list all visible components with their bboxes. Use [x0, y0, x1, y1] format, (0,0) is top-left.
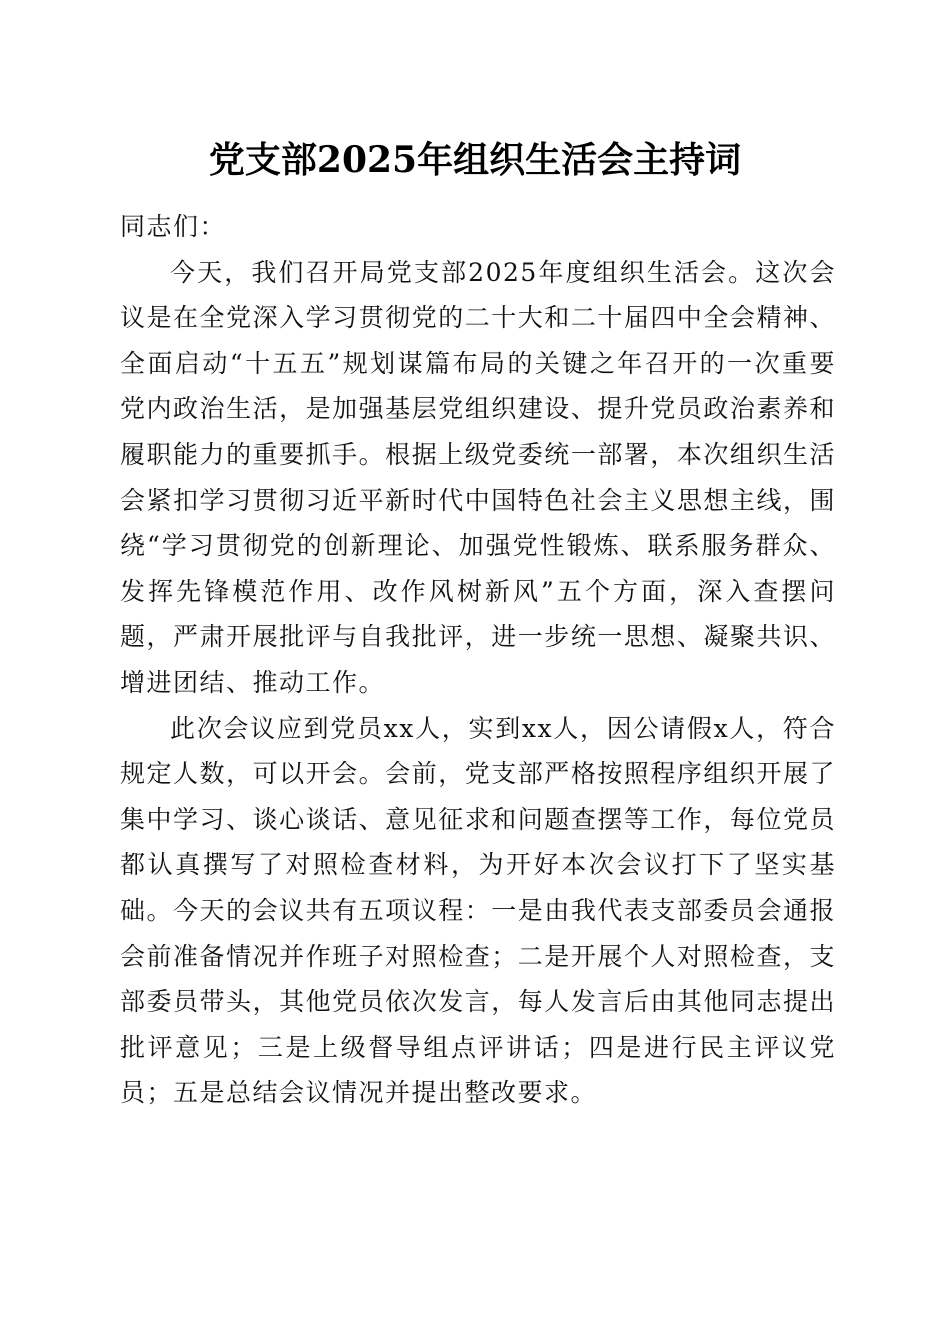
salutation: 同志们：	[120, 212, 227, 241]
document-title: 党支部2025年组织生活会主持词	[208, 139, 742, 181]
document-body	[120, 204, 836, 1116]
paragraph-opening: 今天，我们召开局党支部2025年度组织生活会。这次会议是在全党深入学习贯彻党的二十大和二十届四中全会精神、全面启动“十五五”规划谋篇布局的关键之年召开的一次重要党内政治生活，是加强基层党组织建设、提升党员政治素养和履职能力的重要抓手。根据上级党委统一部署，本次组织生活会紧扣学习贯彻习近平新时代中国特色社会主义思想主线，围绕“学习贯彻党的创新理论、加强党性锻炼、联系服务群众、发挥先锋模范作用、改作风树新风”五个方面，深入查摆问题，严肃开展批评与自我批评，进一步统一思想、凝聚共识、增进团结、推动工作。	[120, 257, 836, 697]
paragraph-agenda: 此次会议应到党员xx人，实到xx人，因公请假x人，符合规定人数，可以开会。会前，党支部严格按照程序组织开展了集中学习、谈心谈话、意见征求和问题查摆等工作，每位党员都认真撰写了对照检查材料，为开好本次会议打下了坚实基础。今天的会议共有五项议程：一是由我代表支部委员会通报会前准备情况并作班子对照检查；二是开展个人对照检查，支部委员带头，其他党员依次发言，每人发言后由其他同志提出批评意见；三是上级督导组点评讲话；四是进行民主评议党员；五是总结会议情况并提出整改要求。	[120, 713, 836, 1108]
